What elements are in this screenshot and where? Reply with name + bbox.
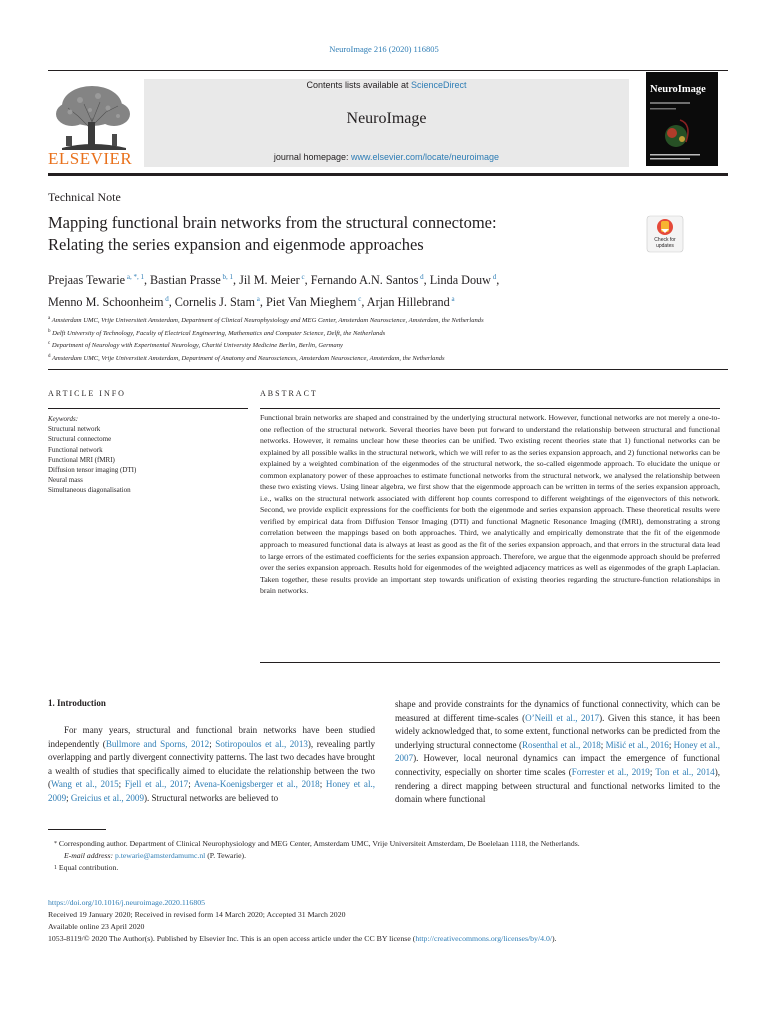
author-name[interactable]: Piet Van Mieghem <box>265 294 357 309</box>
author-affiliation-mark[interactable]: d <box>163 294 169 303</box>
body-column-left <box>48 724 375 806</box>
author-name[interactable]: Fernando A.N. Santos <box>310 273 419 288</box>
keyword: Structural network <box>48 425 101 434</box>
abstract-divider <box>260 408 720 409</box>
body-text: ), rendering a direct mapping between structural and functional networks limited to the domain where functional <box>395 766 720 805</box>
author-affiliation-mark[interactable]: a <box>255 294 260 303</box>
author-affiliation-mark[interactable]: c <box>299 273 305 281</box>
affiliation-mark: a <box>48 316 51 321</box>
author-affiliation-mark[interactable]: c <box>356 294 362 303</box>
affiliation-text: Delft University of Technology, Faculty of Electrical Engineering, Mathematics and Computer Science, Delft, the Netherlands <box>50 329 386 337</box>
license-link[interactable]: http://creativecommons.org/licenses/by/4.0/ <box>415 934 553 943</box>
citation-link[interactable]: Bullmore and Sporns, 2012 <box>105 738 210 749</box>
citation-link[interactable]: O’Neill et al., 2017 <box>525 712 600 723</box>
author-affiliation-mark[interactable]: b, 1 <box>220 273 234 281</box>
body-text: shape and provide constraints for the dynamics of functional connectivity, which can be measured at different time-scales ( <box>395 699 720 723</box>
affiliation-mark: c <box>48 341 51 347</box>
title-divider <box>48 369 728 370</box>
keyword: Structural connectome <box>48 435 112 444</box>
citation-link[interactable]: Forrester et al., 2019 <box>571 766 650 777</box>
contents-prefix: Contents lists available at <box>306 80 412 90</box>
article-info-heading: ARTICLE INFO <box>48 389 126 398</box>
body-text: ; <box>188 779 194 790</box>
body-text: ; <box>668 739 674 750</box>
citation-link[interactable]: Honey et al., 2007 <box>395 739 720 764</box>
abstract-heading: ABSTRACT <box>260 389 318 398</box>
body-text: ; <box>649 766 656 777</box>
journal-title: NeuroImage <box>346 110 427 127</box>
email-link[interactable]: p.tewarie@amsterdamumc.nl <box>114 851 206 860</box>
body-text: ), revealing partly overlapping and partly divergent connectivity patterns. The last two decades have brought a wealth of studies that specifically aimed to elucidate the relationship between the two ( <box>48 738 376 790</box>
citation-link[interactable]: Ton et al., 2014 <box>655 766 715 777</box>
body-text: ; <box>319 779 326 790</box>
author-name[interactable]: Cornelis J. Stam <box>174 294 256 309</box>
license-suffix: ). <box>552 934 557 943</box>
equal-contribution-note <box>48 862 720 874</box>
email-label: E-mail address: <box>64 851 114 860</box>
citation-link[interactable]: Fjell et al., 2017 <box>124 779 189 790</box>
abstract-text: Functional brain networks are shaped and constrained by the underlying structural network. However, functional networks are not merely a one-to-one reflection of the structural network. Several theories have been put forward to understand the relationship between structural and functional networks. However, it remains unclear how these theories can be unified. Two existing recent theories state that 1) functional networks can be explained by all possible walks in the structural network, which we will refer to as the series expansion approach, and 2) functional networks can be explained by a weighted combination of the eigenmodes of the structural network, the so-called eigenmode approach. To elucidate the unique or common explanatory power of these approaches to estimate functional networks from the structural network, we analysed the relationship between these two existing views. Using linear algebra, we first show that the eigenmode approach can be written in terms of the series expansion approach, i.e., walks on the structural network associated with different hop counts correspond to different weightings of the eigenvectors of this network. Second, we provide explicit expressions for the coefficients for both the eigenmode and series expansion approach. These theoretical results were verified by empirical data from Diffusion Tensor Imaging (DTI) and functional Magnetic Resonance Imaging (fMRI), demonstrating a strong correlation between the mappings based on both approaches. Third, we analytically and empirically demonstrate that the fit of the eigenmode approach to measured functional data is always at least as good as the fit of the series expansion approach, and that errors in the structural data lead to large errors of the estimated coefficients for the series expansion approach. Therefore, we argue that the eigenmode approach should be preferred over the series expansion approach. Results hold for eigenmodes of the weighted adjacency matrices as well as eigenmodes of the graph Laplacian. Taken together, these results provide an important step towards unification of existing theories regarding the structure-function relationships in brain networks. <box>260 413 720 596</box>
author-name[interactable]: Menno M. Schoonheim <box>48 294 164 309</box>
body-text: For many years, structural and functional brain networks have been studied independently ( <box>48 725 375 749</box>
journal-homepage-line <box>144 152 629 162</box>
article-type: Technical Note <box>48 190 121 204</box>
body-text: ; <box>600 739 606 750</box>
keyword: Simultaneous diagonalisation <box>48 486 131 495</box>
article-info-divider <box>48 408 248 409</box>
affiliation-mark: d <box>48 354 51 360</box>
author-affiliation-mark[interactable]: a, *, 1 <box>125 273 144 281</box>
license-prefix: 1053-8119/© 2020 The Author(s). Published by Elsevier Inc. This is an open access article under the CC BY license ( <box>48 934 416 943</box>
body-text: ). However, local neuronal dynamics can impact the emergence of functional connectivity, especially on shorter time scales ( <box>395 753 720 777</box>
corresponding-author-note <box>48 838 720 850</box>
affiliation-text: Department of Neurology with Experimental Neurology, Charité University Medicine Berlin, Berlin, Germany <box>50 342 343 350</box>
affiliation-list <box>48 314 728 365</box>
check-for-updates-label: Check for updates <box>654 237 676 249</box>
citation-link[interactable]: Honey et al., 2009 <box>48 779 375 803</box>
doi-link[interactable]: https://doi.org/10.1016/j.neuroimage.2020.116805 <box>48 898 206 907</box>
affiliation-text: Amsterdam UMC, Vrije Universiteit Amsterdam, Department of Clinical Neurophysiology and MEG Center, Amsterdam Neuroscience, Amsterdam, the Netherlands <box>50 317 484 325</box>
keyword: Functional MRI (fMRI) <box>48 455 115 464</box>
author-affiliation-mark[interactable]: d <box>490 273 497 281</box>
title-line-2: Relating the series expansion and eigenmode approaches <box>48 235 424 254</box>
body-text: ; <box>118 779 125 790</box>
equal-text: Equal contribution. <box>58 863 119 872</box>
elsevier-wordmark: ELSEVIER <box>48 149 133 168</box>
journal-reference[interactable]: NeuroImage 216 (2020) 116805 <box>329 44 439 54</box>
affiliation <box>48 352 728 365</box>
available-date: Available online 23 April 2020 <box>48 922 145 931</box>
homepage-prefix: journal homepage: <box>273 152 351 162</box>
header-divider-top <box>48 70 728 71</box>
author-name[interactable]: Bastian Prasse <box>150 273 221 288</box>
corresponding-mark: * <box>54 841 57 847</box>
affiliation-mark: b <box>48 328 51 334</box>
keyword: Diffusion tensor imaging (DTI) <box>48 466 137 475</box>
license-line <box>48 933 728 945</box>
cover-title: NeuroImage <box>650 84 706 95</box>
citation-link[interactable]: Avena-Koenigsberger et al., 2018 <box>193 779 320 790</box>
citation-link[interactable]: Mišić et al., 2016 <box>605 739 669 750</box>
author-name[interactable]: Prejaas Tewarie <box>48 273 126 288</box>
body-text: ). Structural networks are believed to <box>143 792 279 803</box>
footnotes <box>48 838 720 874</box>
citation-link[interactable]: Wang et al., 2015 <box>51 779 119 790</box>
body-text: ; <box>66 792 71 803</box>
article-title <box>48 212 628 256</box>
citation-link[interactable]: Rosenthal et al., 2018 <box>522 739 601 750</box>
header-divider-bottom <box>48 173 728 176</box>
contents-line <box>144 80 629 90</box>
body-text: ; <box>209 738 216 749</box>
keyword: Functional network <box>48 445 103 454</box>
citation-link[interactable]: Greicius et al., 2009 <box>70 792 144 803</box>
equal-mark: 1 <box>54 865 57 871</box>
cover-artwork <box>646 72 718 166</box>
affiliation <box>48 314 728 327</box>
author-affiliation-mark[interactable]: d <box>418 273 424 281</box>
affiliation <box>48 327 728 340</box>
keyword: Neural mass <box>48 476 83 485</box>
footnote-divider <box>48 829 106 830</box>
body-column-right <box>395 698 720 807</box>
email-note <box>48 850 720 862</box>
keywords-label: Keywords: <box>48 415 79 423</box>
abstract-bottom-divider <box>260 662 720 663</box>
citation-link[interactable]: Sotiropoulos et al., 2013 <box>215 738 308 749</box>
email-suffix: (P. Tewarie). <box>205 851 247 860</box>
received-dates: Received 19 January 2020; Received in revised form 14 March 2020; Accepted 31 March 2020 <box>48 910 346 919</box>
keywords-block <box>48 414 248 496</box>
author-list: Prejaas Tewarie $^{a, *, 1}$, Bastian Prasse $^{b, 1}$, Jil M. Meier $^c$, Fernando A.N. Santos $^d$, Linda Douw $^d$, Menno M. Schoonheim $^d$, Cornelis J. Stam $^a$, Piet Van Mieghem $^c$, Arjan Hillebrand $^a$ <box>48 273 500 309</box>
sciencedirect-link[interactable]: ScienceDirect <box>411 80 467 90</box>
publication-info <box>48 897 728 945</box>
author-name[interactable]: Linda Douw <box>429 273 491 288</box>
journal-cover[interactable] <box>646 72 718 166</box>
affiliation <box>48 339 728 352</box>
body-text: ). Given this stance, it has been widely acknowledged that, to some extent, functional networks can be predicted from the underlying structural connectome ( <box>395 712 720 750</box>
introduction-heading: 1. Introduction <box>48 698 106 708</box>
author-name[interactable]: Jil M. Meier <box>239 273 300 288</box>
affiliation-text: Amsterdam UMC, Vrije Universiteit Amsterdam, Department of Anatomy and Neurosciences, Amsterdam Neuroscience, Amsterdam, the Netherlands <box>50 355 445 363</box>
title-line-1: Mapping functional brain networks from the structural connectome: <box>48 213 497 232</box>
author-affiliation-mark[interactable]: a <box>449 294 455 303</box>
author-name[interactable]: Arjan Hillebrand <box>366 294 450 309</box>
homepage-link[interactable]: www.elsevier.com/locate/neuroimage <box>350 152 500 162</box>
corresponding-text: Corresponding author. Department of Clinical Neurophysiology and MEG Center, Amsterdam UMC, Vrije Universiteit Amsterdam, De Boelelaan 1118, the Netherlands. <box>58 839 580 848</box>
